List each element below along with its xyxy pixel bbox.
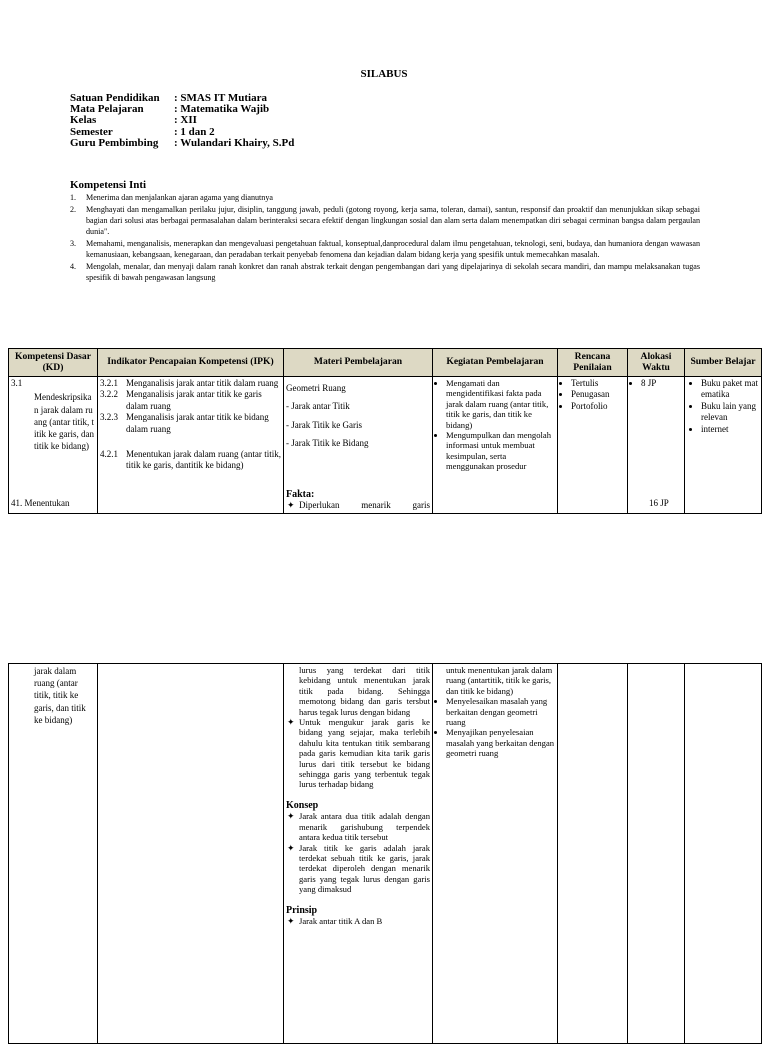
alokasi-value: • 8 JP — [641, 378, 682, 389]
konsep-label: Konsep — [286, 799, 319, 811]
ki-item — [70, 205, 700, 237]
ipk-number: 3.2.3 — [100, 412, 118, 423]
sumber-cell — [685, 377, 762, 514]
ipk-item — [100, 412, 281, 435]
ki-item — [70, 193, 700, 204]
info-label: Kelas — [70, 114, 97, 127]
materi-topic: - Jarak Titik ke Garis — [286, 419, 362, 430]
syllabus-table-continued — [8, 663, 762, 1044]
ipk-text: Menganalisis jarak antar titik ke bidang dalam ruang — [126, 412, 269, 434]
kegiatan-text: untuk menentukan jarak dalam ruang (antartitik, titik ke garis, dan titik ke bidang) — [446, 665, 553, 696]
fakta-item: ✦ Diperlukan menarik garis — [299, 500, 430, 511]
ipk-item — [100, 389, 281, 412]
info-label: Satuan Pendidikan — [70, 92, 160, 104]
school-info — [70, 93, 294, 149]
info-label: Semester — [70, 125, 113, 138]
kegiatan-item: • Mengumpulkan dan mengolah informasi untuk membuat kesimpulan, serta menggunakan prosedur — [446, 430, 555, 472]
konsep-item: ✦ Jarak antara dua titik adalah dengan menarik garishubung terpendek antara kedua titik tersebut — [299, 811, 430, 842]
header-kd: Kompetensi Dasar (KD) — [9, 349, 98, 377]
ki-text: Menghayati dan mengamalkan perilaku jujur, disiplin, tanggung jawab, peduli (gotong royong, kerja sama, toleran, damai), santun, responsif dan proaktif dan menunjukkan sikap sebagai bagian dari solusi atas berbagai permasalahan dalam berinteraksi secara efektif dengan lingkungan sosial dan alam serta dalam menempatkan diri sebagai cerminan bangsa dalam pergaulan dunia". — [86, 205, 700, 236]
info-value: : XII — [174, 114, 197, 127]
ki-number: 2. — [70, 205, 77, 215]
info-label: Mata Pelajaran — [70, 103, 144, 116]
header-ipk: Indikator Pencapaian Kompetensi (IPK) — [98, 349, 284, 377]
kd-number: 3.1 — [11, 378, 23, 388]
ipk-text: Menganalisis jarak antar titik dalam ruang — [126, 378, 279, 388]
fakta-text: lurus yang terdekat dari titik kebidang untuk menentukan jarak titik pada bidang. Sehingga memotong bidang dan garis tersbut harus tegak lurus dengan bidang — [299, 665, 430, 717]
ipk-number: 4.2.1 — [100, 449, 118, 460]
prinsip-label: Prinsip — [286, 904, 318, 916]
ipk-number: 3.2.2 — [100, 389, 118, 400]
header-alokasi: Alokasi Waktu — [628, 349, 685, 377]
info-value: : SMAS IT Mutiara — [174, 92, 267, 104]
kegiatan-item: • Menyajikan penyelesaian masalah yang berkaitan dengan geometri ruang — [446, 727, 555, 758]
ipk-text: Menganalisis jarak antar titik ke garis dalam ruang — [126, 389, 262, 411]
materi-topic: - Jarak antar Titik — [286, 401, 350, 412]
sumber-item: • Buku paket matematika — [701, 378, 759, 401]
alokasi-cell — [628, 664, 685, 1044]
materi-cell — [284, 664, 433, 1044]
ki-number: 4. — [70, 262, 77, 272]
penilaian-item: • Penugasan — [571, 389, 625, 400]
kd-text: Mendeskripsikan jarak dalam ruang (antar titik, titik ke garis, dan titik ke bidang) — [34, 392, 94, 452]
materi-cell — [284, 377, 433, 514]
ki-item — [70, 239, 700, 261]
info-label: Guru Pembimbing — [70, 136, 159, 149]
materi-topic: Geometri Ruang — [286, 383, 346, 393]
table-row — [9, 664, 762, 1044]
ipk-text: Menentukan jarak dalam ruang (antar titik, titik ke garis, dantitik ke bidang) — [126, 449, 281, 471]
alokasi-value-2: 16 JP — [649, 498, 669, 508]
kd-41-label: 41. Menentukan — [11, 498, 70, 508]
info-row — [70, 115, 294, 126]
ipk-cell — [98, 664, 284, 1044]
syllabus-table — [8, 348, 762, 514]
info-value: : 1 dan 2 — [174, 125, 215, 138]
ki-heading: Kompetensi Inti — [70, 179, 147, 191]
materi-topic: - Jarak Titik ke Bidang — [286, 438, 369, 449]
header-materi: Materi Pembelajaran — [284, 349, 433, 377]
penilaian-cell — [558, 664, 628, 1044]
kd-cell — [9, 377, 98, 514]
sumber-item: • internet — [701, 424, 759, 435]
penilaian-item: • Portofolio — [571, 401, 625, 412]
ki-list — [70, 193, 700, 285]
alokasi-cell — [628, 377, 685, 514]
kegiatan-cell — [433, 664, 558, 1044]
ki-text: Mengolah, menalar, dan menyaji dalam ranah konkret dan ranah abstrak terkait dengan pengembangan dari yang dipelajarinya di sekolah secara mandiri, dan mampu melaksanakan tugas spesifik di bawah pengawasan langsung — [86, 262, 700, 283]
kd-cell — [9, 664, 98, 1044]
ipk-number: 3.2.1 — [100, 378, 118, 388]
ki-number: 1. — [70, 193, 77, 202]
ki-number: 3. — [70, 239, 77, 249]
prinsip-item: ✦ Jarak antar titik A dan B — [299, 916, 430, 926]
table-header-row — [9, 349, 762, 377]
ipk-cell — [98, 377, 284, 514]
info-row — [70, 138, 294, 149]
ki-text: Menerima dan menjalankan ajaran agama yang dianutnya — [86, 193, 273, 202]
header-kegiatan: Kegiatan Pembelajaran — [433, 349, 558, 377]
penilaian-cell — [558, 377, 628, 514]
sumber-item: • Buku lain yang relevan — [701, 401, 759, 424]
page-title: SILABUS — [360, 68, 408, 80]
info-value: : Matematika Wajib — [174, 103, 270, 116]
kegiatan-item: • Mengamati dan mengidentifikasi fakta pada jarak dalam ruang (antar titik, titik ke garis, dan titik ke bidang) — [446, 378, 555, 430]
ki-text: Memahami, menganalisis, menerapkan dan mengevaluasi pengetahuan faktual, konseptual,danprocedural dalam ilmu pengetahuan, teknologi, seni, budaya, dan humaniora dengan wawasan kemanusiaan, kebangsaan, kenegaraan, dan peradaban terkait penyebab fenomena dan kejadian dalam bidang kerja yang spesifik untuk memecahkan masalah. — [86, 239, 700, 259]
ki-item — [70, 262, 700, 284]
table-row — [9, 377, 762, 514]
konsep-item: ✦ Jarak titik ke garis adalah jarak terdekat sebuah titik ke garis, jarak terdekat diperoleh dengan menarik garis yang tegak lurus dengan garis yang dimaksud — [299, 843, 430, 895]
header-penilaian: Rencana Penilaian — [558, 349, 628, 377]
penilaian-item: • Tertulis — [571, 378, 625, 389]
fakta-item: ✦ Untuk mengukur jarak garis ke bidang yang sejajar, maka terlebih dahulu kita tentukan titik sembarang pada garis kemudian kita tarik garis lurus dari titik tersebut ke bidang sehingga garis yang terbentuk tegak lurus terhadap bidang — [299, 717, 430, 790]
kd-text: jarak dalam ruang (antar titik, titik ke garis, dan titik ke bidang) — [34, 666, 86, 725]
kegiatan-cell — [433, 377, 558, 514]
ipk-item — [100, 378, 281, 389]
sumber-cell — [685, 664, 762, 1044]
fakta-label: Fakta: — [286, 489, 315, 500]
ipk-item — [100, 449, 281, 472]
info-value: : Wulandari Khairy, S.Pd — [174, 136, 295, 149]
header-sumber: Sumber Belajar — [685, 349, 762, 377]
kegiatan-item: • Menyelesaikan masalah yang berkaitan dengan geometri ruang — [446, 696, 555, 727]
